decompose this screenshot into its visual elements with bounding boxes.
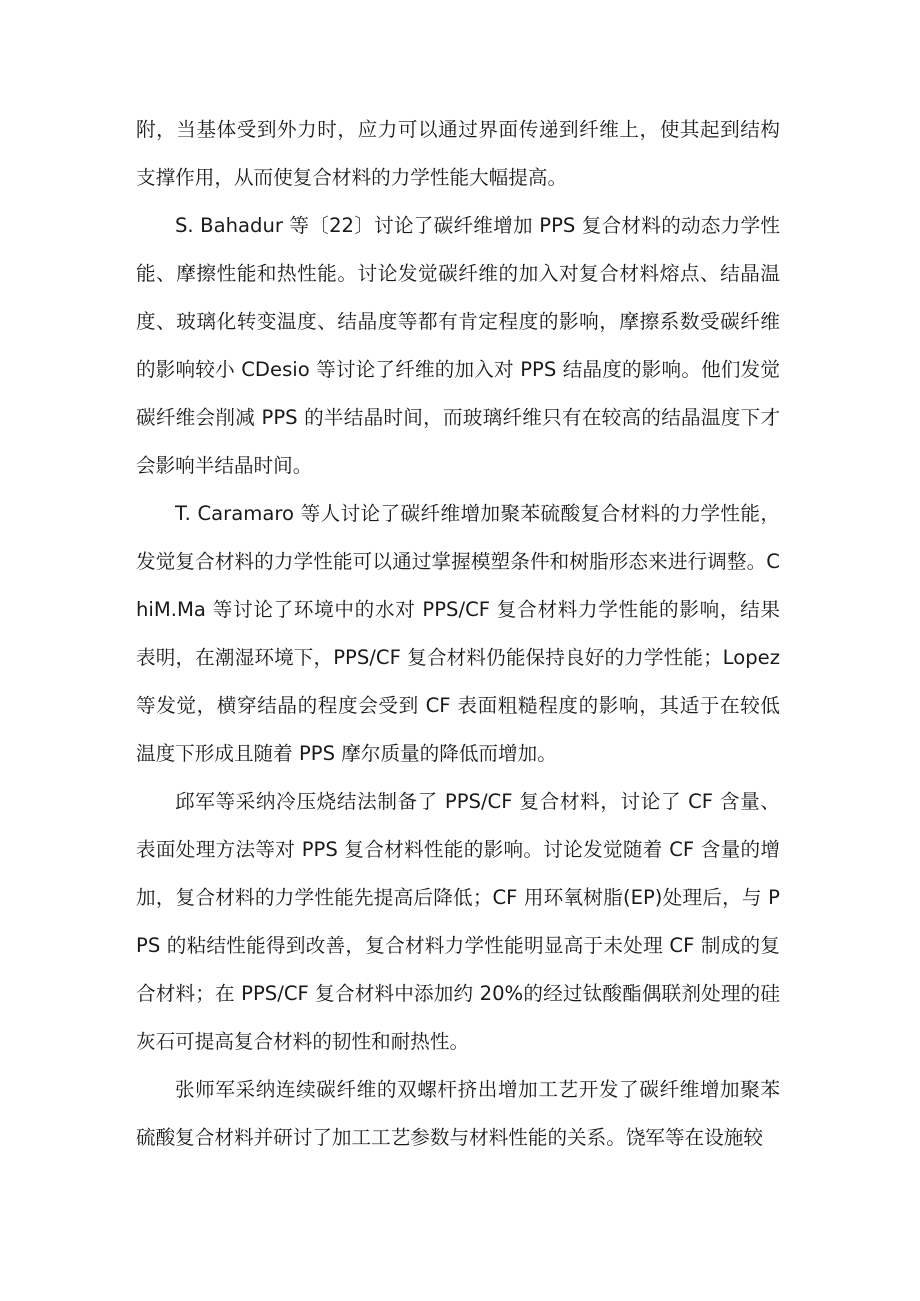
paragraph-2: S. Bahadur 等〔22〕讨论了碳纤维增加 PPS 复合材料的动态力学性能、摩擦性能和热性能。讨论发觉碳纤维的加入对复合材料熔点、结晶温度、玻璃化转变温度、结晶度等都有肯定程度的影响，摩擦系数受碳纤维的影响较小 CDesio 等讨论了纤维的加入对 PPS 结晶度的影响。他们发觉碳纤维会削减 PPS 的半结晶时间，而玻璃纤维只有在较高的结晶温度下才会影响半结晶时间。 xyxy=(136,214,780,477)
document-page xyxy=(136,106,780,1162)
paragraph-1: 附，当基体受到外力时，应力可以通过界面传递到纤维上，使其起到结构支撑作用，从而使复合材料的力学性能大幅提高。 xyxy=(136,118,780,189)
paragraph-4: 邱军等采纳冷压烧结法制备了 PPS/CF 复合材料，讨论了 CF 含量、表面处理方法等对 PPS 复合材料性能的影响。讨论发觉随着 CF 含量的增加，复合材料的力学性能先提高后降低；CF 用环氧树脂(EP)处理后，与 PPS 的粘结性能得到改善，复合材料力学性能明显高于未处理 CF 制成的复合材料；在 PPS/CF 复合材料中添加约 20%的经过钛酸酯偶联剂处理的硅灰石可提高复合材料的韧性和耐热性。 xyxy=(136,790,780,1053)
paragraph-5: 张师军采纳连续碳纤维的双螺杆挤出增加工艺开发了碳纤维增加聚苯硫酸复合材料并研讨了加工工艺参数与材料性能的关系。饶军等在设施较 xyxy=(136,1078,780,1149)
paragraph-3: T. Caramaro 等人讨论了碳纤维增加聚苯硫酸复合材料的力学性能，发觉复合材料的力学性能可以通过掌握模塑条件和树脂形态来进行调整。ChiM.Ma 等讨论了环境中的水对 PPS/CF 复合材料力学性能的影响，结果表明，在潮湿环境下，PPS/CF 复合材料仍能保持良好的力学性能；Lopez 等发觉，横穿结晶的程度会受到 CF 表面粗糙程度的影响，其适于在较低温度下形成且随着 PPS 摩尔质量的降低而增加。 xyxy=(136,502,780,765)
